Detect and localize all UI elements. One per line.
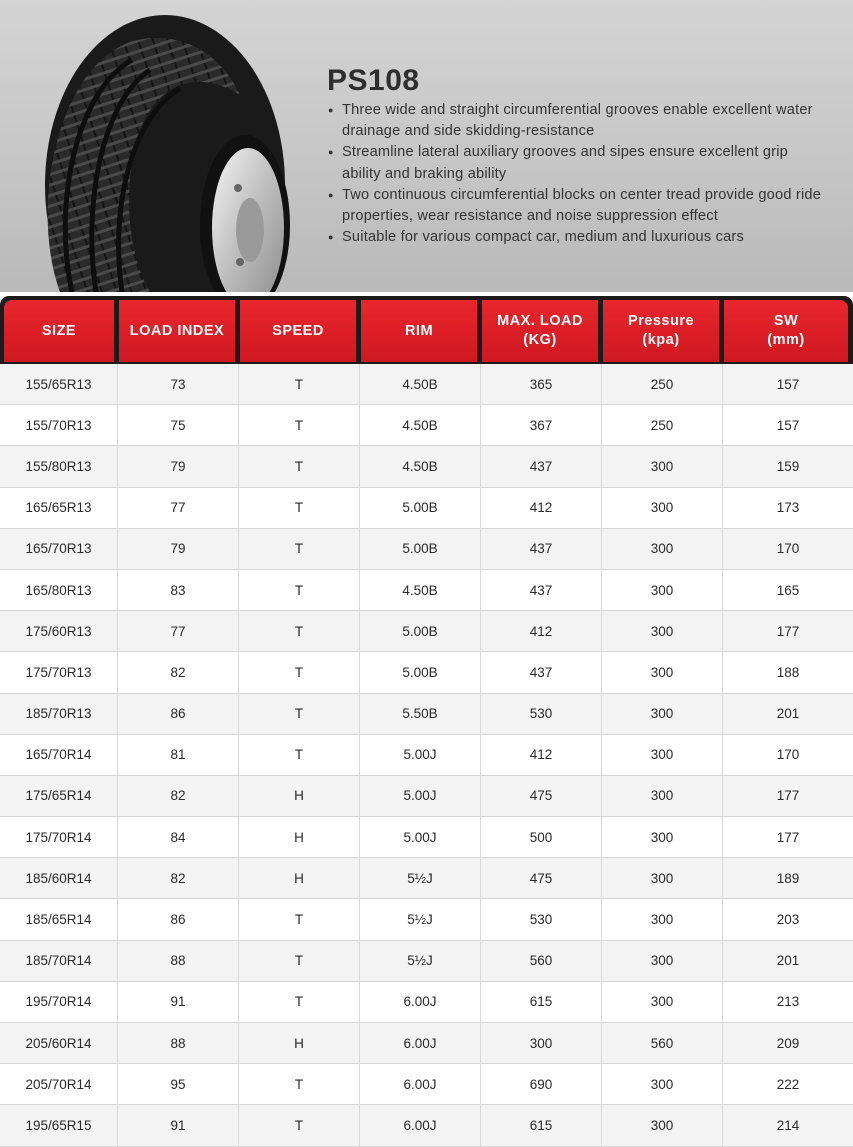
cell-sw: 188: [776, 664, 800, 680]
cell-size: 185/70R14: [0, 941, 118, 981]
cell-pressure: 300: [602, 1064, 723, 1104]
header-max-load: MAX. LOAD (KG): [482, 300, 598, 362]
header-sw: SW (mm): [724, 300, 848, 362]
cell-speed: T: [239, 1105, 360, 1145]
cell-rim: 6.00J: [360, 1105, 481, 1145]
cell-sw: 157: [776, 376, 800, 392]
feature-item: ● Three wide and straight circumferential grooves enable excellent water drainage and side skidding-resistance: [328, 100, 828, 142]
cell-size: 185/60R14: [0, 858, 118, 898]
cell-speed: T: [239, 694, 360, 734]
cell-max-load: 412: [481, 488, 602, 528]
cell-pressure: 300: [602, 694, 723, 734]
cell-load-index: 88: [118, 1023, 239, 1063]
cell-sw: 170: [776, 541, 800, 557]
cell-max-load: 500: [481, 817, 602, 857]
cell-pressure: 300: [602, 735, 723, 775]
cell-pressure: 300: [602, 941, 723, 981]
cell-max-load: 615: [481, 982, 602, 1022]
cell-speed: T: [239, 446, 360, 486]
table-row: [0, 817, 853, 858]
product-banner: [0, 0, 853, 292]
cell-sw: 165: [776, 582, 800, 598]
cell-max-load: 690: [481, 1064, 602, 1104]
cell-max-load: 475: [481, 776, 602, 816]
cell-rim: 4.50B: [360, 570, 481, 610]
cell-rim: 5.00J: [360, 817, 481, 857]
cell-speed: T: [239, 899, 360, 939]
cell-speed: T: [239, 364, 360, 404]
spec-table: [0, 296, 853, 1147]
cell-max-load: 530: [481, 694, 602, 734]
cell-size: 195/70R14: [0, 982, 118, 1022]
cell-pressure: 250: [602, 364, 723, 404]
cell-size: 155/70R13: [0, 405, 118, 445]
cell-size: 185/70R13: [0, 694, 118, 734]
cell-pressure: 300: [602, 570, 723, 610]
cell-load-index: 75: [118, 405, 239, 445]
cell-rim: 5.00B: [360, 611, 481, 651]
table-row: [0, 1064, 853, 1105]
cell-rim: 6.00J: [360, 982, 481, 1022]
cell-pressure: 560: [602, 1023, 723, 1063]
cell-speed: H: [239, 776, 360, 816]
cell-size: 195/65R15: [0, 1105, 118, 1145]
cell-pressure: 300: [602, 817, 723, 857]
cell-speed: T: [239, 652, 360, 692]
cell-load-index: 77: [118, 488, 239, 528]
cell-rim: 5.00J: [360, 735, 481, 775]
cell-load-index: 83: [118, 570, 239, 610]
cell-size: 205/60R14: [0, 1023, 118, 1063]
cell-max-load: 300: [481, 1023, 602, 1063]
table-row: [0, 941, 853, 982]
cell-pressure: 300: [602, 529, 723, 569]
cell-rim: 5.00B: [360, 529, 481, 569]
cell-size: 165/80R13: [0, 570, 118, 610]
cell-size: 165/70R14: [0, 735, 118, 775]
cell-size: 175/60R13: [0, 611, 118, 651]
cell-max-load: 475: [481, 858, 602, 898]
cell-load-index: 95: [118, 1064, 239, 1104]
cell-sw: 214: [776, 1117, 800, 1133]
cell-speed: T: [239, 529, 360, 569]
cell-load-index: 84: [118, 817, 239, 857]
cell-rim: 6.00J: [360, 1064, 481, 1104]
cell-speed: T: [239, 488, 360, 528]
cell-rim: 5.00B: [360, 652, 481, 692]
cell-sw: 170: [776, 747, 800, 763]
product-title: PS108: [327, 64, 420, 97]
cell-sw: 189: [776, 870, 800, 886]
tire-image: [0, 0, 300, 292]
cell-sw: 213: [776, 994, 800, 1010]
cell-speed: T: [239, 1064, 360, 1104]
cell-rim: 5½J: [360, 858, 481, 898]
cell-load-index: 81: [118, 735, 239, 775]
cell-max-load: 437: [481, 652, 602, 692]
cell-rim: 4.50B: [360, 405, 481, 445]
cell-size: 175/70R14: [0, 817, 118, 857]
cell-load-index: 79: [118, 529, 239, 569]
cell-speed: T: [239, 611, 360, 651]
table-row: [0, 735, 853, 776]
cell-load-index: 79: [118, 446, 239, 486]
cell-size: 185/65R14: [0, 899, 118, 939]
cell-max-load: 560: [481, 941, 602, 981]
cell-sw: 177: [776, 623, 800, 639]
cell-rim: 5.50B: [360, 694, 481, 734]
table-row: [0, 611, 853, 652]
cell-max-load: 530: [481, 899, 602, 939]
cell-speed: T: [239, 941, 360, 981]
cell-pressure: 300: [602, 446, 723, 486]
cell-pressure: 300: [602, 982, 723, 1022]
cell-sw: 177: [776, 829, 800, 845]
table-row: [0, 488, 853, 529]
cell-pressure: 300: [602, 858, 723, 898]
cell-speed: T: [239, 570, 360, 610]
cell-pressure: 300: [602, 1105, 723, 1145]
cell-sw: 201: [776, 953, 800, 969]
cell-speed: H: [239, 1023, 360, 1063]
table-row: [0, 405, 853, 446]
cell-rim: 5.00J: [360, 776, 481, 816]
cell-size: 165/70R13: [0, 529, 118, 569]
cell-speed: H: [239, 817, 360, 857]
cell-sw: 203: [776, 912, 800, 928]
table-row: [0, 1023, 853, 1064]
cell-max-load: 412: [481, 611, 602, 651]
table-row: [0, 776, 853, 817]
table-row: [0, 570, 853, 611]
cell-max-load: 412: [481, 735, 602, 775]
table-row: [0, 858, 853, 899]
cell-size: 175/65R14: [0, 776, 118, 816]
cell-max-load: 437: [481, 529, 602, 569]
cell-pressure: 300: [602, 899, 723, 939]
cell-speed: T: [239, 982, 360, 1022]
cell-load-index: 86: [118, 899, 239, 939]
table-header: [0, 300, 853, 366]
cell-sw: 177: [776, 788, 800, 804]
table-row: [0, 364, 853, 405]
cell-pressure: 300: [602, 488, 723, 528]
feature-item: ● Suitable for various compact car, medium and luxurious cars: [328, 227, 828, 248]
table-row: [0, 652, 853, 693]
cell-load-index: 91: [118, 982, 239, 1022]
cell-max-load: 437: [481, 570, 602, 610]
cell-max-load: 367: [481, 405, 602, 445]
cell-pressure: 300: [602, 611, 723, 651]
table-row: [0, 982, 853, 1023]
table-row: [0, 1105, 853, 1146]
cell-sw: 209: [776, 1035, 800, 1051]
cell-sw: 159: [776, 458, 800, 474]
header-rim: RIM: [361, 300, 477, 362]
cell-sw: 222: [776, 1076, 800, 1092]
feature-item: ● Streamline lateral auxiliary grooves and sipes ensure excellent grip ability and braking ability: [328, 142, 828, 184]
cell-rim: 5.00B: [360, 488, 481, 528]
cell-load-index: 82: [118, 858, 239, 898]
cell-load-index: 77: [118, 611, 239, 651]
cell-load-index: 73: [118, 364, 239, 404]
cell-speed: H: [239, 858, 360, 898]
feature-item: ● Two continuous circumferential blocks on center tread provide good ride properties, wear resistance and noise suppression effect: [328, 185, 828, 227]
cell-load-index: 91: [118, 1105, 239, 1145]
cell-pressure: 250: [602, 405, 723, 445]
cell-max-load: 437: [481, 446, 602, 486]
cell-size: 165/65R13: [0, 488, 118, 528]
cell-rim: 4.50B: [360, 446, 481, 486]
table-row: [0, 446, 853, 487]
cell-max-load: 365: [481, 364, 602, 404]
table-body: [0, 364, 853, 1147]
cell-rim: 6.00J: [360, 1023, 481, 1063]
cell-speed: T: [239, 735, 360, 775]
cell-load-index: 82: [118, 776, 239, 816]
cell-size: 175/70R13: [0, 652, 118, 692]
cell-sw: 157: [776, 417, 800, 433]
cell-load-index: 82: [118, 652, 239, 692]
header-load-index: LOAD INDEX: [119, 300, 235, 362]
cell-sw: 201: [776, 706, 800, 722]
cell-size: 155/65R13: [0, 364, 118, 404]
cell-sw: 173: [776, 500, 800, 516]
cell-max-load: 615: [481, 1105, 602, 1145]
cell-pressure: 300: [602, 776, 723, 816]
cell-speed: T: [239, 405, 360, 445]
cell-load-index: 86: [118, 694, 239, 734]
table-row: [0, 899, 853, 940]
cell-size: 155/80R13: [0, 446, 118, 486]
table-row: [0, 529, 853, 570]
cell-pressure: 300: [602, 652, 723, 692]
cell-rim: 5½J: [360, 899, 481, 939]
table-row: [0, 694, 853, 735]
cell-rim: 4.50B: [360, 364, 481, 404]
header-speed: SPEED: [240, 300, 356, 362]
header-pressure: Pressure (kpa): [603, 300, 719, 362]
cell-size: 205/70R14: [0, 1064, 118, 1104]
cell-rim: 5½J: [360, 941, 481, 981]
feature-list: [328, 100, 828, 248]
header-size: SIZE: [4, 300, 114, 362]
cell-load-index: 88: [118, 941, 239, 981]
